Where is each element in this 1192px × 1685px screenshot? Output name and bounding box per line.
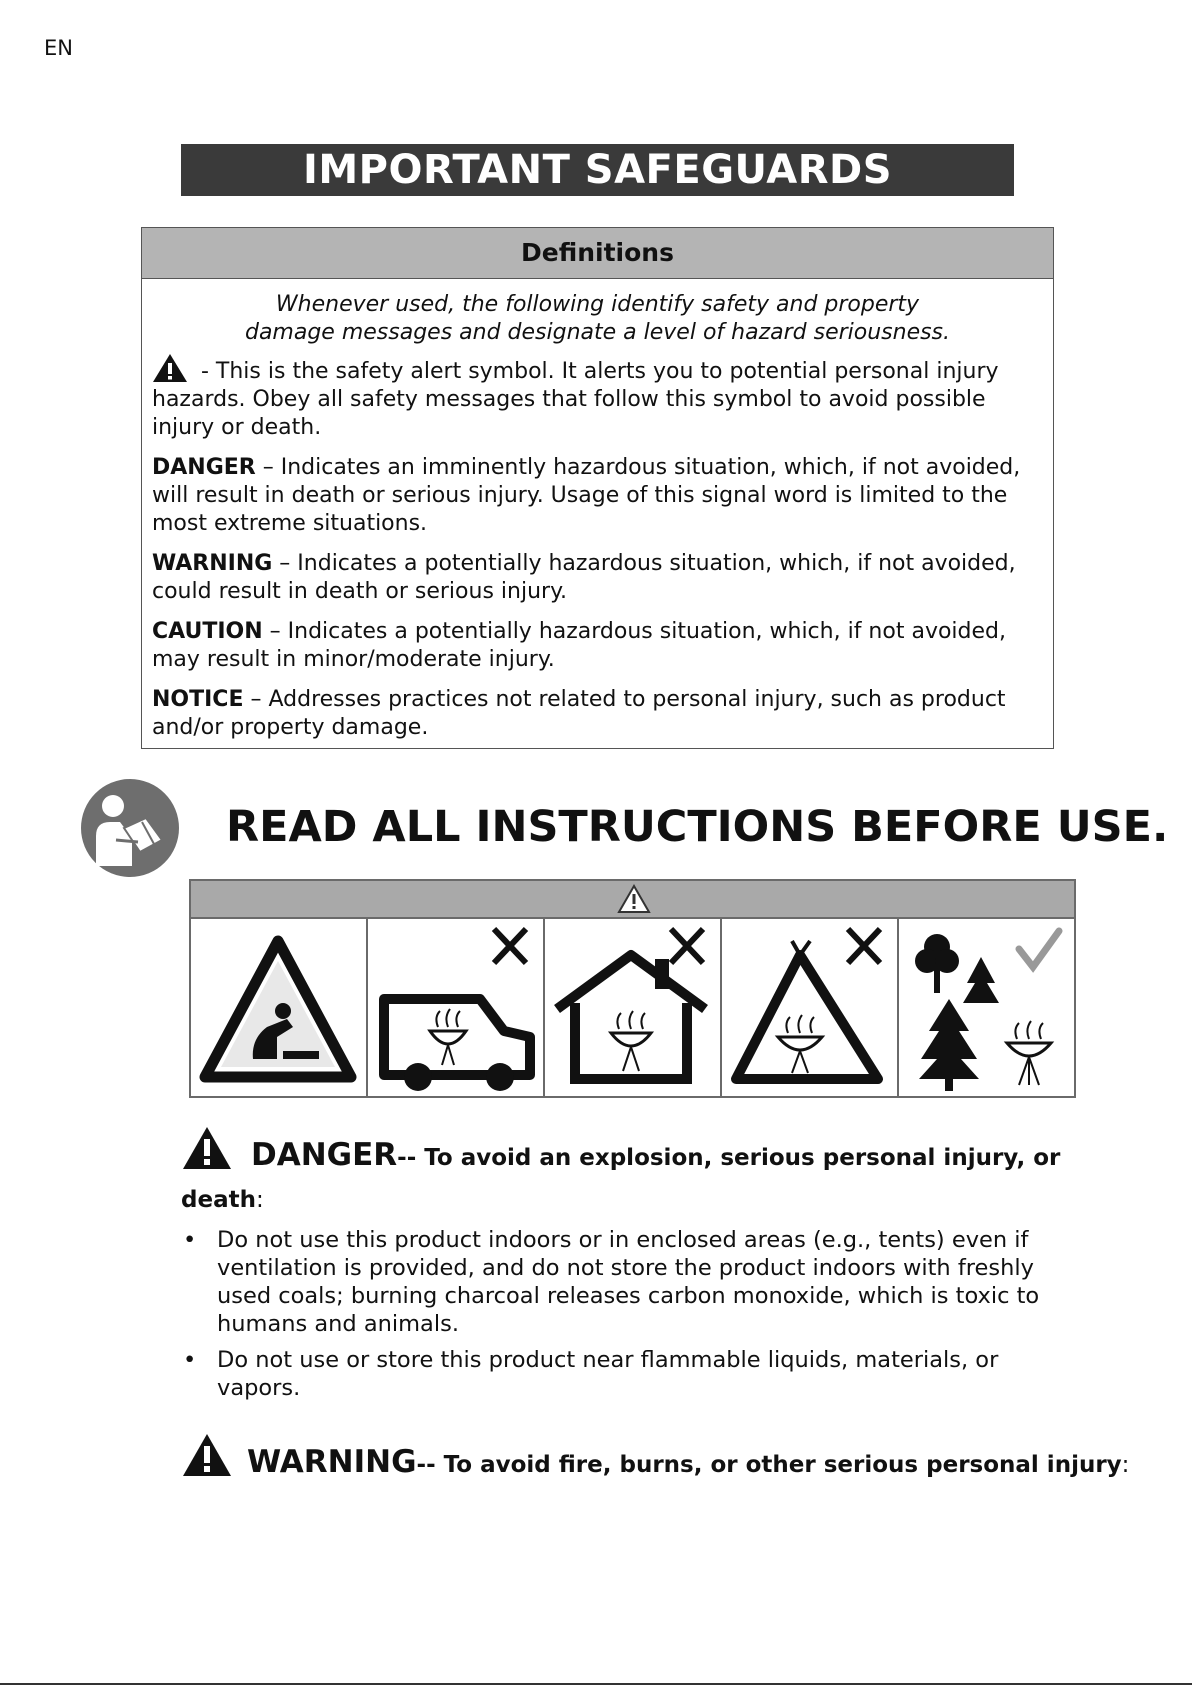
safety-alert-icon — [152, 353, 188, 383]
danger-continuation-word: death — [181, 1187, 256, 1213]
definition-term: NOTICE — [152, 687, 244, 712]
definition-text: – Indicates a potentially hazardous situation, which, if not avoided, could result in death or serious injury. — [152, 551, 1016, 604]
definition-text: – Indicates a potentially hazardous situation, which, if not avoided, may result in minor/moderate injury. — [152, 619, 1006, 672]
no-grill-indoors-icon — [545, 919, 720, 1096]
definitions-body — [142, 279, 1053, 742]
definition-entry-caution — [152, 618, 1043, 674]
pictogram-cell — [722, 919, 899, 1096]
signal-word-warning: WARNING — [247, 1444, 417, 1480]
warning-alert-icon — [181, 1432, 233, 1478]
definition-term: CAUTION — [152, 619, 263, 644]
read-manual-icon — [80, 778, 180, 878]
bullet-marker: • — [183, 1227, 197, 1253]
definitions-intro — [152, 291, 1043, 347]
definition-entry-warning — [152, 550, 1043, 606]
bullet-marker: • — [183, 1347, 197, 1373]
warning-triangle-icon — [617, 884, 651, 914]
definition-entry-notice — [152, 686, 1043, 742]
pictogram-cell — [545, 919, 722, 1096]
alert-symbol-text: - This is the safety alert symbol. It alerts you to potential personal injury hazards. Obey all safety messages that follow this symbol to avoid possible injury or death. — [152, 359, 999, 440]
pictogram-header — [191, 881, 1074, 919]
carbon-monoxide-hazard-icon — [191, 919, 366, 1096]
pictogram-cell — [191, 919, 368, 1096]
definition-text: – Addresses practices not related to personal injury, such as product and/or property damage. — [152, 687, 1006, 740]
list-item-text: Do not use this product indoors or in enclosed areas (e.g., tents) even if ventilation is provided, and do not store the product indoors with freshly used coals; burning charcoal releases carbon monoxide, which is toxic to humans and animals. — [217, 1227, 1040, 1337]
list-item — [181, 1226, 1051, 1338]
no-grill-in-tent-icon — [722, 919, 897, 1096]
pictogram-cell — [899, 919, 1074, 1096]
definitions-heading: Definitions — [142, 228, 1053, 279]
danger-heading-text: -- To avoid an explosion, serious personal injury, or — [397, 1145, 1061, 1171]
alert-symbol-definition — [152, 353, 1043, 442]
definitions-intro-line: damage messages and designate a level of hazard seriousness. — [244, 320, 951, 345]
definition-text: – Indicates an imminently hazardous situation, which, if not avoided, will result in death or serious injury. Usage of this signal word is limited to the most extreme situations. — [152, 455, 1021, 536]
danger-alert-icon — [181, 1125, 233, 1171]
definitions-table — [141, 227, 1054, 749]
list-item — [181, 1346, 1051, 1402]
read-instructions-row — [80, 778, 1169, 878]
definitions-intro-line: Whenever used, the following identify safety and property — [275, 292, 920, 317]
definition-term: DANGER — [152, 455, 256, 480]
list-item-text: Do not use or store this product near flammable liquids, materials, or vapors. — [217, 1347, 999, 1401]
signal-word-danger: DANGER — [251, 1137, 398, 1173]
warning-heading-colon: : — [1121, 1452, 1130, 1478]
pictogram-cell — [368, 919, 545, 1096]
no-grill-in-vehicle-icon — [368, 919, 543, 1096]
danger-heading — [181, 1125, 1060, 1173]
definition-term: WARNING — [152, 551, 273, 576]
safety-pictogram-strip — [189, 879, 1076, 1098]
danger-continuation-colon: : — [255, 1187, 264, 1213]
danger-heading-continuation — [181, 1187, 264, 1213]
language-tag: EN — [44, 36, 73, 60]
warning-heading-text: -- To avoid fire, burns, or other serious personal injury — [416, 1452, 1122, 1478]
definition-entry-danger — [152, 454, 1043, 538]
page-title: IMPORTANT SAFEGUARDS — [181, 144, 1014, 196]
grill-outdoors-icon — [899, 919, 1074, 1096]
warning-heading — [181, 1432, 1129, 1480]
danger-bullet-list — [181, 1226, 1051, 1410]
read-instructions-text: READ ALL INSTRUCTIONS BEFORE USE. — [226, 802, 1169, 852]
